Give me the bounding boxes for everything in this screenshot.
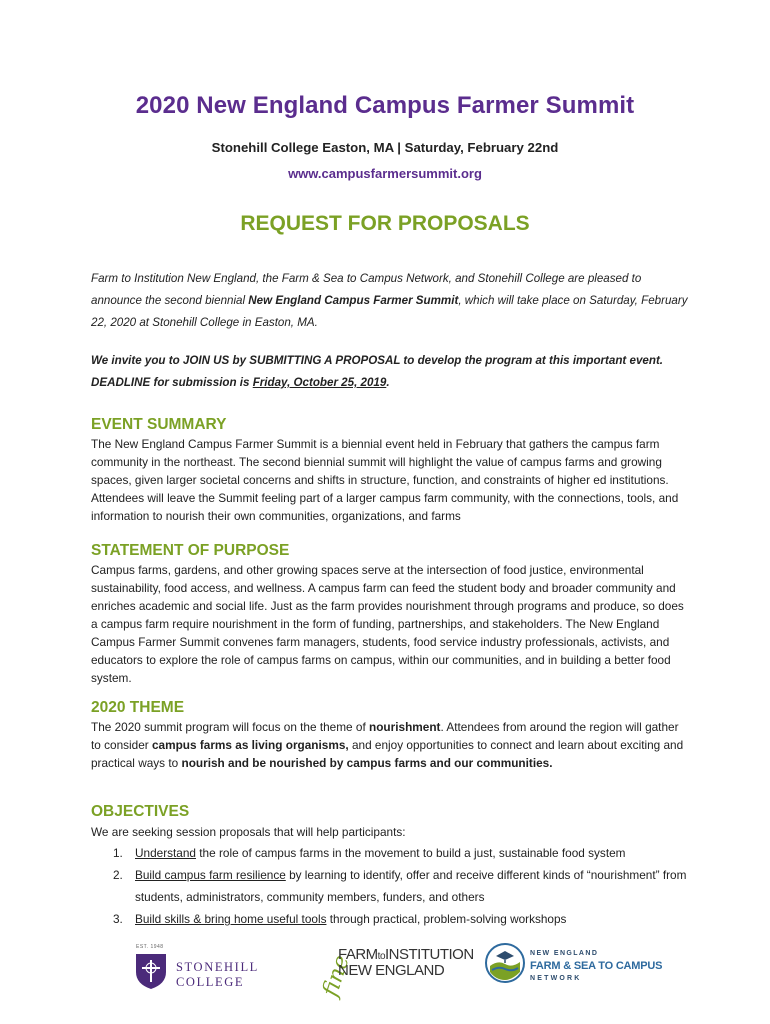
list-number: 1. bbox=[113, 846, 123, 860]
stonehill-shield-icon bbox=[134, 952, 168, 990]
ftine-farm: FARM bbox=[338, 946, 378, 963]
fsc-emblem-icon bbox=[484, 942, 526, 984]
invite-text: We invite you to JOIN US by SUBMITTING A PROPOSAL to develop the program at this important event. DEADLINE for submission is bbox=[91, 354, 664, 389]
statement-of-purpose-heading: STATEMENT OF PURPOSE bbox=[91, 542, 290, 559]
invite-end: . bbox=[386, 376, 390, 389]
theme-bold-3: nourish and be nourished by campus farms and our communities. bbox=[181, 756, 553, 770]
event-summary-body: The New England Campus Farmer Summit is a biennial event held in February that gathers the campus farm community in the northeast. The second biennial summit will highlight the value of campus farms and growing spaces, given larger societal concerns and shifts in structure, function, and constraints of higher ed institutions. Attendees will leave the Summit feeling part of a larger campus farm community, with the connections, tools, and information to nourish their own communities, organizations, and farms bbox=[91, 437, 679, 523]
ftine-to: to bbox=[377, 951, 386, 962]
intro-paragraph bbox=[91, 268, 691, 334]
farm-sea-to-campus-logo bbox=[484, 942, 663, 992]
intro-text-2: , which will take place on Saturday, February 22, 2020 at Stonehill College in Easton, MA. bbox=[91, 294, 688, 329]
fsc-mid-text: FARM & SEA TO CAMPUS bbox=[530, 960, 663, 972]
deadline-date: Friday, October 25, 2019 bbox=[252, 376, 387, 389]
objective-link: Build campus farm resilience bbox=[135, 868, 286, 882]
stonehill-college-logo bbox=[134, 944, 314, 988]
theme-bold-2: campus farms as living organisms, bbox=[151, 738, 349, 752]
theme-body bbox=[91, 718, 691, 772]
ftine-line1 bbox=[338, 946, 474, 963]
ftine-line2: NEW ENGLAND bbox=[338, 962, 445, 979]
theme-text-2: . Attendees from around the region will gather to consider bbox=[91, 720, 679, 752]
objectives-heading: OBJECTIVES bbox=[91, 803, 190, 820]
website-link[interactable]: www.campusfarmersummit.org bbox=[288, 166, 482, 181]
fsc-bot-text: NETWORK bbox=[530, 975, 582, 982]
objective-link: Build skills & bring home useful tools bbox=[135, 912, 327, 926]
list-item bbox=[91, 864, 691, 908]
invite-paragraph bbox=[91, 350, 691, 394]
statement-of-purpose-body: Campus farms, gardens, and other growing spaces serve at the intersection of food justice, environmental sustainability, food access, and wellness. A campus farm can feed the student body and broader community and enriches academic and social life. Just as the farm provides nourishment through programs and produce, so does a campus farm require nourishment in the form of funding, partnerships, and stakeholders. The New England Campus Farmer Summit convenes farm managers, students, food service industry professionals, activists, and educators to explore the role of campus farms on campus, within our communities, and in building a better food system. bbox=[91, 563, 684, 685]
objectives-list bbox=[91, 842, 691, 930]
list-item bbox=[91, 842, 691, 864]
ftine-institution: INSTITUTION bbox=[385, 946, 474, 963]
objective-text: the role of campus farms in the movement to build a just, sustainable food system bbox=[196, 846, 626, 860]
fsc-top-text: NEW ENGLAND bbox=[530, 950, 599, 957]
event-summary-heading: EVENT SUMMARY bbox=[91, 416, 227, 433]
objectives-section bbox=[91, 802, 691, 930]
partner-logos bbox=[0, 940, 770, 1024]
list-item bbox=[91, 908, 691, 930]
list-number: 2. bbox=[113, 868, 123, 882]
intro-text-1: Farm to Institution New England, the Farm & Sea to Campus Network, and Stonehill College are pleased to announce the second biennial bbox=[91, 272, 642, 307]
theme-bold-1: nourishment bbox=[369, 720, 441, 734]
objectives-lead: We are seeking session proposals that will help participants: bbox=[91, 825, 406, 839]
ftine-script-text: fine bbox=[318, 952, 355, 1000]
event-subtitle: Stonehill College Easton, MA | Saturday, February 22nd bbox=[211, 140, 559, 155]
theme-section bbox=[91, 698, 691, 772]
farm-to-institution-logo bbox=[318, 940, 474, 1000]
document-title: 2020 New England Campus Farmer Summit bbox=[135, 92, 635, 119]
objective-link: Understand bbox=[135, 846, 196, 860]
theme-heading: 2020 THEME bbox=[91, 699, 185, 716]
stonehill-est-text: EST. 1948 bbox=[136, 944, 164, 950]
intro-bold: New England Campus Farmer Summit bbox=[248, 294, 459, 307]
rfp-heading: REQUEST FOR PROPOSALS bbox=[240, 212, 530, 235]
objective-text: by learning to identify, offer and receive different kinds of “nourishment” from students, administrators, community members, funders, and others bbox=[135, 868, 687, 904]
theme-text-1: The 2020 summit program will focus on the theme of bbox=[91, 720, 370, 734]
stonehill-name: STONEHILL COLLEGE bbox=[176, 960, 259, 989]
event-summary-section bbox=[91, 415, 691, 525]
statement-of-purpose-section bbox=[91, 541, 691, 687]
objective-text: through practical, problem-solving workshops bbox=[326, 912, 567, 926]
list-number: 3. bbox=[113, 912, 123, 926]
theme-text-3: and enjoy opportunities to connect and learn about exciting and practical ways to bbox=[91, 738, 684, 770]
